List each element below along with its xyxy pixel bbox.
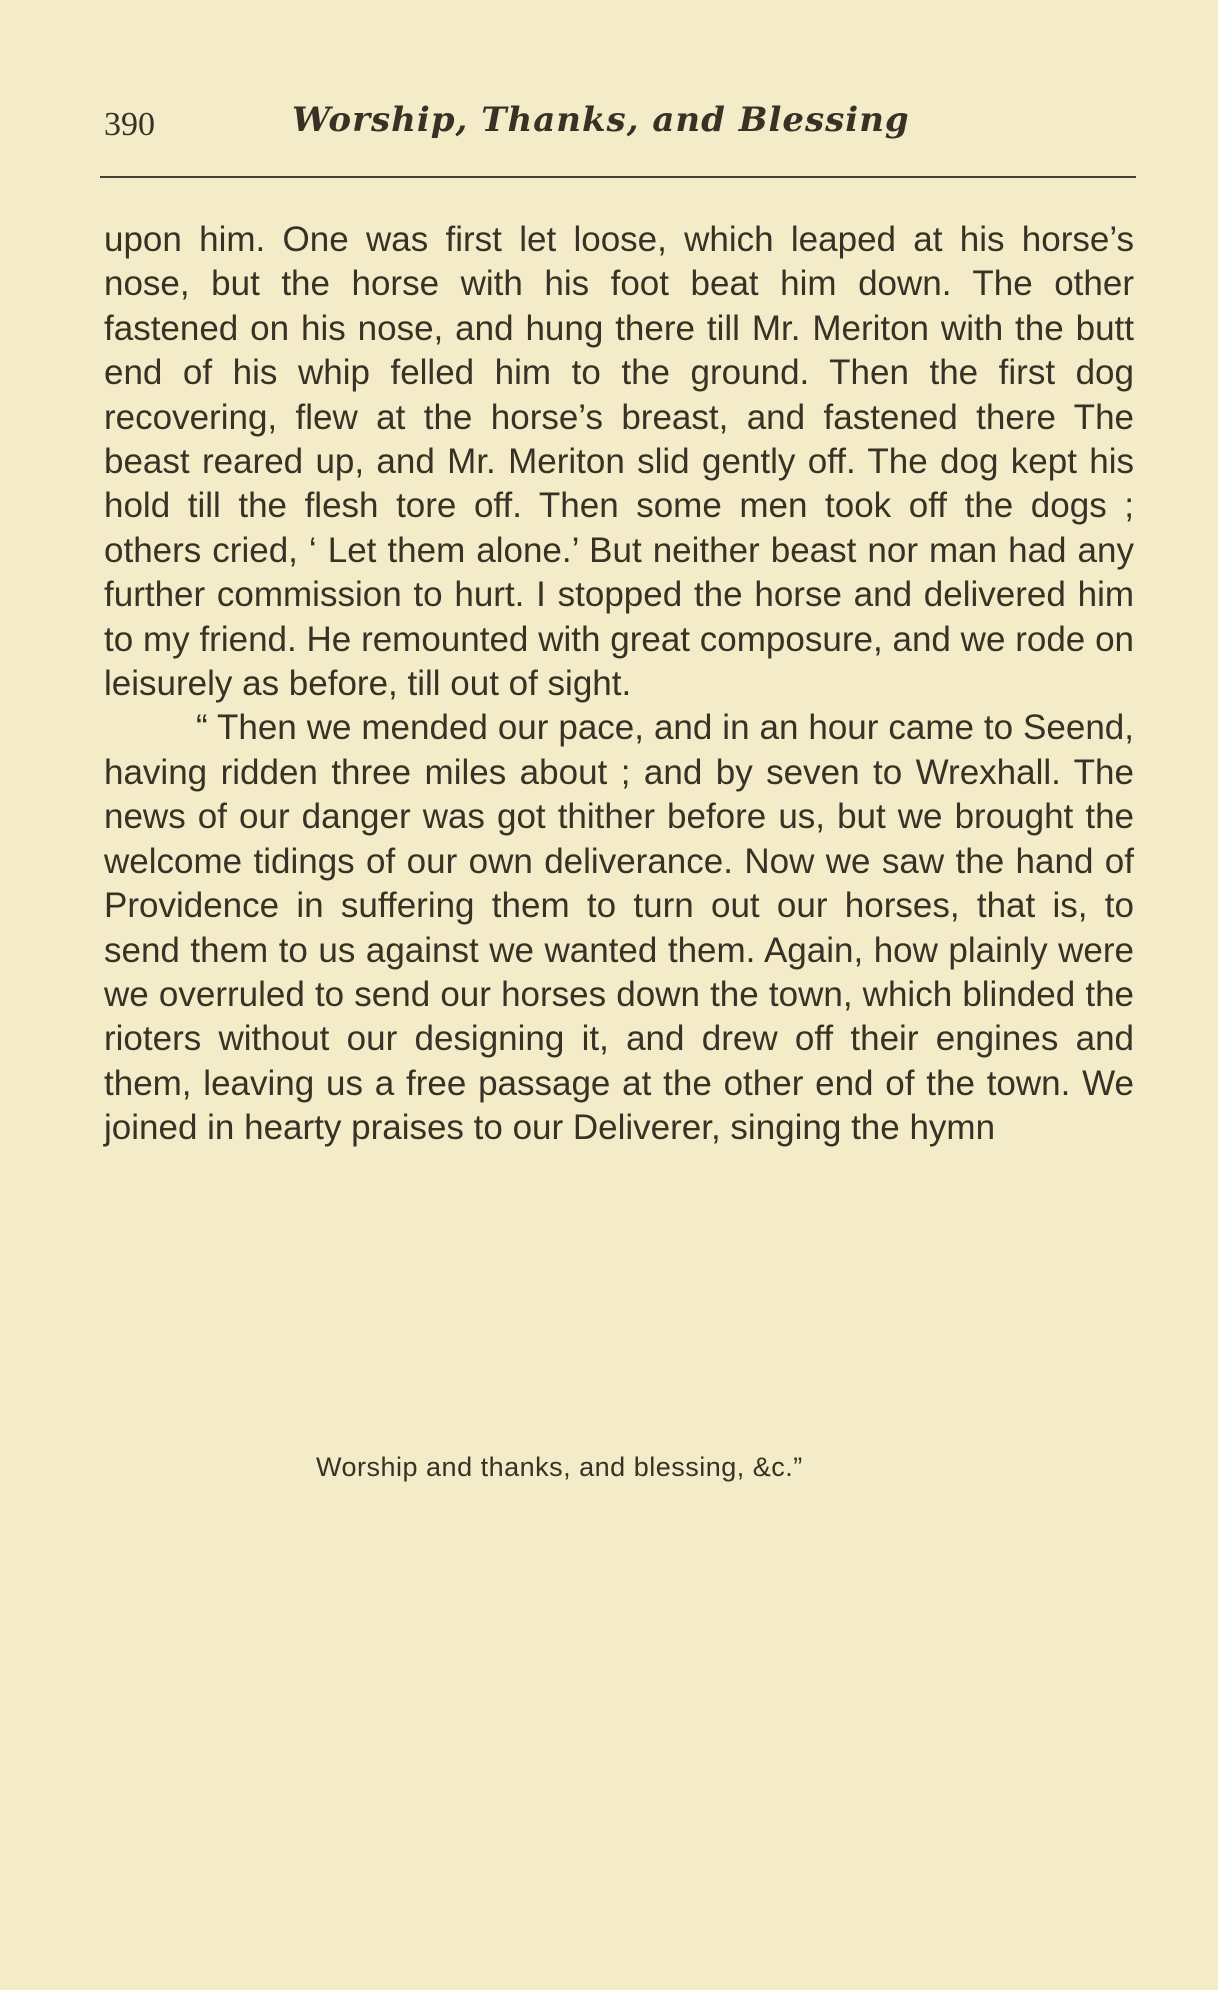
hymn-quote: Worship and thanks, and blessing, &c.” — [316, 1452, 803, 1482]
running-title: Worship, Thanks, and Blessing — [292, 100, 910, 140]
paragraph: upon him. One was first let loose, which leaped at his horse’s nose, but the horse with his foot beat him down. The other fastened on his nose, and hung there till Mr. Meriton with the butt end of his whip felled him to the ground. Then the first dog recovering, flew at the horse’s breast, and fastened there The beast reared up, and Mr. Meriton slid gently off. The dog kept his hold till the flesh tore off. Then some men took off the dogs ; others cried, ‘ Let them alone.’ But neither beast nor man had any further commission to hurt. I stopped the horse and delivered him to my friend. He remounted with great composure, and we rode on leisurely as before, till out of sight. — [104, 220, 1134, 704]
page-number: 390 — [104, 106, 155, 143]
body-text — [104, 218, 1134, 1151]
page-header — [104, 98, 1136, 148]
header-rule — [100, 176, 1136, 178]
paragraph: “ Then we mended our pace, and in an hour came to Seend, having ridden three miles about ; and by seven to Wrexhall. The news of our danger was got thither before us, but we brought the welcome tidings of our own deliverance. Now we saw the hand of Providence in suffering them to turn out our horses, that is, to send them to us against we wanted them. Again, how plainly were we overruled to send our horses down the town, which blinded the rioters without our designing it, and drew off their engines and them, leaving us a free passage at the other end of the town. We joined in hearty praises to our Deliverer, singing the hymn — [104, 708, 1134, 1148]
